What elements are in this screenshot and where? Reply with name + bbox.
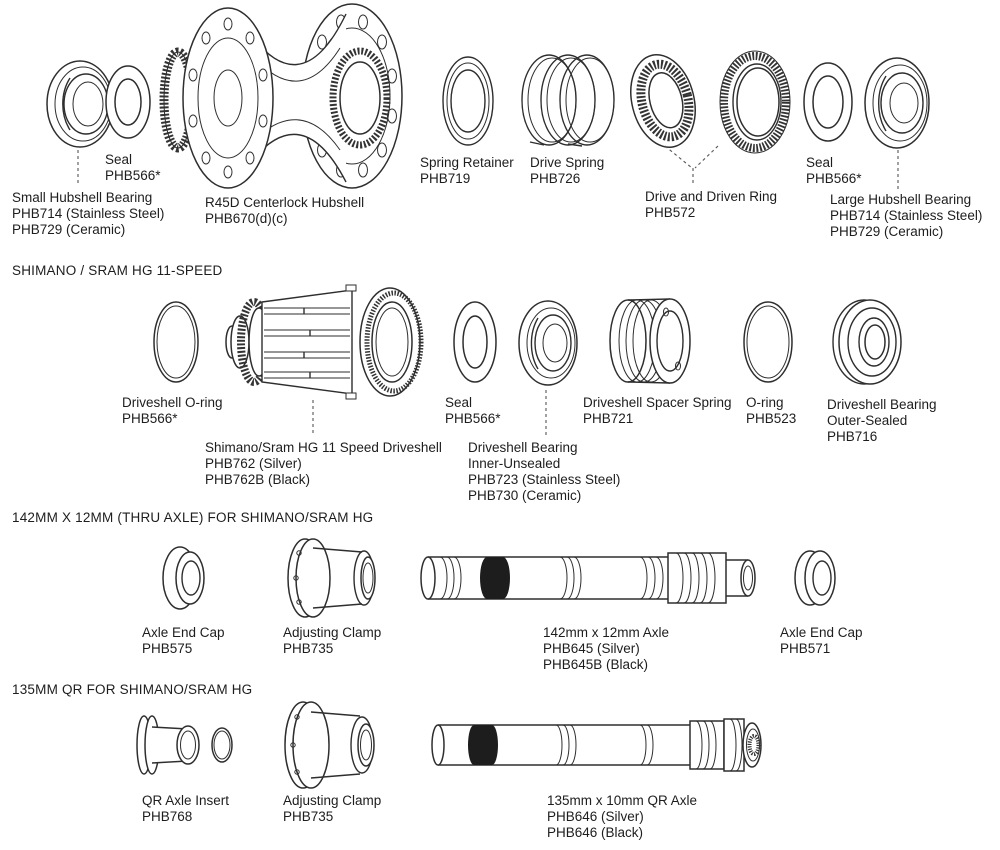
qr-axle-insert-drawing xyxy=(137,716,232,774)
driveshell-oring-drawing xyxy=(154,302,198,382)
label-line: Small Hubshell Bearing xyxy=(12,190,153,205)
large-hubshell-bearing-drawing xyxy=(865,58,929,148)
label-large-hubshell-bearing xyxy=(830,192,982,240)
label-line: PHB645B (Black) xyxy=(543,657,649,672)
label-line: Axle End Cap xyxy=(780,625,863,640)
label-line: O-ring xyxy=(746,395,784,410)
label-axle-142 xyxy=(543,625,669,673)
label-line: PHB735 xyxy=(283,809,334,824)
section-header-135: 135MM QR FOR SHIMANO/SRAM HG xyxy=(12,682,253,697)
label-line: Adjusting Clamp xyxy=(283,625,382,640)
small-hubshell-bearing-drawing xyxy=(47,61,113,147)
label-line: PHB566* xyxy=(122,411,178,426)
axle-142-drawing xyxy=(421,553,755,603)
label-line: Seal xyxy=(445,395,473,410)
label-line: Shimano/Sram HG 11 Speed Driveshell xyxy=(205,440,442,455)
label-qr-axle-135 xyxy=(547,793,697,841)
label-line: PHB714 (Stainless Steel) xyxy=(830,208,983,223)
driveshell-spacer-spring-drawing xyxy=(610,299,690,383)
label-drive-spring xyxy=(530,155,604,187)
section-header-hg11: SHIMANO / SRAM HG 11-SPEED xyxy=(12,263,223,278)
label-line: PHB729 (Ceramic) xyxy=(830,224,944,239)
label-line: Drive and Driven Ring xyxy=(645,189,778,204)
oring-phb523-drawing xyxy=(744,302,792,382)
driveshell-drawing xyxy=(226,285,421,399)
label-line: PHB566* xyxy=(105,168,161,183)
label-line: Driveshell Spacer Spring xyxy=(583,395,732,410)
leader-drive-driven-ring xyxy=(665,146,718,186)
label-line: Drive Spring xyxy=(530,155,605,170)
label-line: Seal xyxy=(806,155,834,170)
label-line: Outer-Sealed xyxy=(827,413,908,428)
label-driveshell-oring xyxy=(122,395,223,427)
label-line: Large Hubshell Bearing xyxy=(830,192,972,207)
label-line: Axle End Cap xyxy=(142,625,225,640)
label-line: R45D Centerlock Hubshell xyxy=(205,195,365,210)
label-axle-end-cap-571 xyxy=(780,625,863,657)
label-line: PHB571 xyxy=(780,641,831,656)
label-line: QR Axle Insert xyxy=(142,793,230,808)
qr-axle-135-drawing xyxy=(432,719,761,771)
label-qr-axle-insert xyxy=(142,793,229,825)
label-driveshell-bearing-inner xyxy=(468,440,620,504)
label-driveshell-bearing-outer xyxy=(827,397,937,445)
label-line: PHB721 xyxy=(583,411,634,426)
label-line: PHB762B (Black) xyxy=(205,472,311,487)
label-adjusting-clamp-142 xyxy=(283,625,381,657)
label-line: Inner-Unsealed xyxy=(468,456,561,471)
label-axle-end-cap-575 xyxy=(142,625,225,657)
label-line: PHB723 (Stainless Steel) xyxy=(468,472,621,487)
label-drive-driven-ring xyxy=(645,189,777,221)
driveshell-bearing-inner-drawing xyxy=(519,301,577,385)
label-seal-hg xyxy=(445,395,501,427)
label-line: Seal xyxy=(105,152,133,167)
adjusting-clamp-135-drawing xyxy=(285,702,374,788)
label-line: PHB670(d)(c) xyxy=(205,211,288,226)
label-line: Driveshell Bearing xyxy=(827,397,937,412)
label-line: Driveshell Bearing xyxy=(468,440,578,455)
label-line: PHB726 xyxy=(530,171,581,186)
label-line: PHB646 (Silver) xyxy=(547,809,644,824)
label-line: PHB768 xyxy=(142,809,193,824)
label-line: Spring Retainer xyxy=(420,155,514,170)
driven-ring-drawing xyxy=(720,51,790,153)
label-small-hubshell-bearing xyxy=(12,190,164,238)
label-line: PHB716 xyxy=(827,429,878,444)
seal-left-drawing xyxy=(106,66,150,138)
label-line: PHB646 (Black) xyxy=(547,825,644,840)
section-header-142: 142MM X 12MM (THRU AXLE) FOR SHIMANO/SRAM HG xyxy=(12,510,374,525)
label-line: 142mm x 12mm Axle xyxy=(543,625,670,640)
spring-retainer-drawing xyxy=(443,57,493,145)
label-line: PHB730 (Ceramic) xyxy=(468,488,582,503)
label-line: PHB762 (Silver) xyxy=(205,456,302,471)
label-adjusting-clamp-135 xyxy=(283,793,381,825)
label-seal-left xyxy=(105,152,161,184)
label-line: Adjusting Clamp xyxy=(283,793,382,808)
label-line: PHB729 (Ceramic) xyxy=(12,222,126,237)
label-line: 135mm x 10mm QR Axle xyxy=(547,793,698,808)
label-line: PHB714 (Stainless Steel) xyxy=(12,206,165,221)
label-line: PHB566* xyxy=(445,411,501,426)
drive-ring-drawing xyxy=(622,48,705,154)
label-line: PHB719 xyxy=(420,171,471,186)
label-line: PHB645 (Silver) xyxy=(543,641,640,656)
label-spring-retainer xyxy=(420,155,514,187)
drive-spring-drawing xyxy=(522,55,614,146)
axle-end-cap-left-drawing xyxy=(163,547,204,609)
adjusting-clamp-142-drawing xyxy=(288,539,375,617)
seal-right-drawing xyxy=(804,63,852,141)
label-oring-phb523 xyxy=(746,395,796,427)
label-driveshell-spacer-spring xyxy=(583,395,732,427)
axle-end-cap-right-drawing xyxy=(795,551,835,605)
driveshell-bearing-outer-drawing xyxy=(833,300,901,384)
label-seal-right xyxy=(806,155,862,187)
label-line: PHB735 xyxy=(283,641,334,656)
label-driveshell xyxy=(205,440,442,488)
label-hubshell xyxy=(205,195,364,227)
label-line: PHB523 xyxy=(746,411,797,426)
label-line: PHB572 xyxy=(645,205,696,220)
label-line: Driveshell O-ring xyxy=(122,395,223,410)
label-line: PHB575 xyxy=(142,641,193,656)
label-line: PHB566* xyxy=(806,171,862,186)
seal-hg-drawing xyxy=(454,302,496,382)
hubshell-drawing xyxy=(164,4,402,188)
